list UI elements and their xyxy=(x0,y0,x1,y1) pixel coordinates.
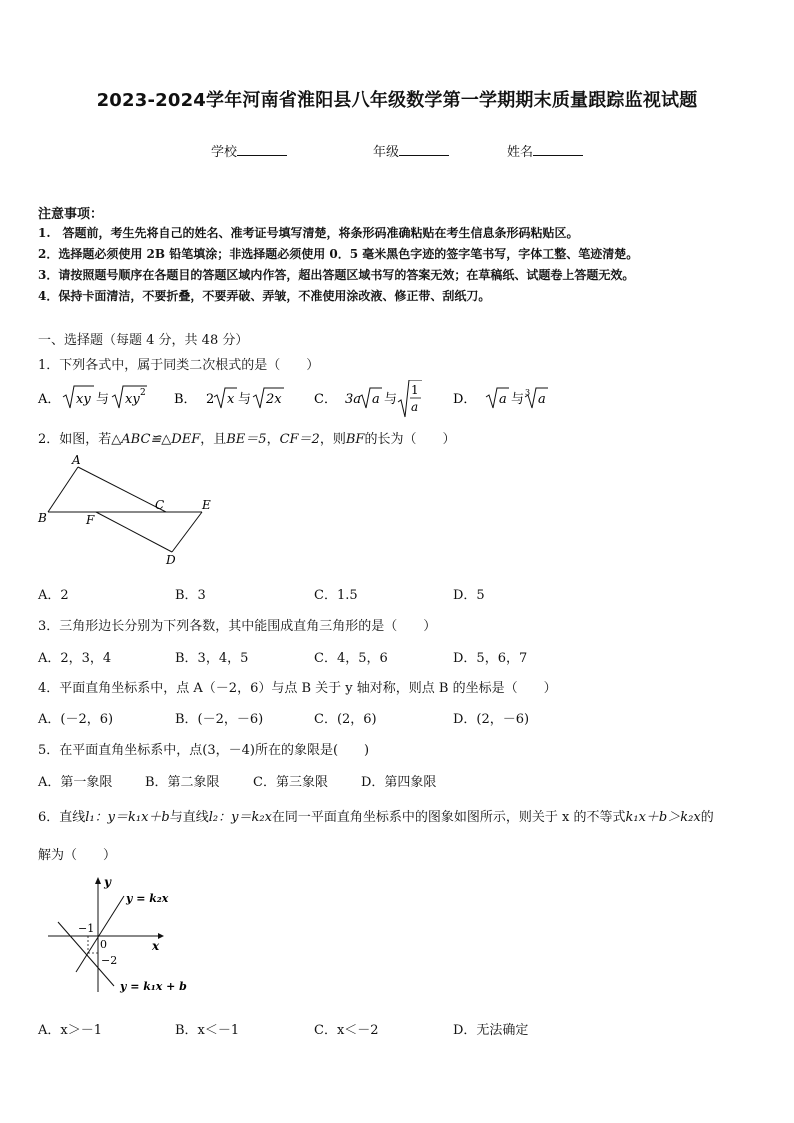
name-blank xyxy=(533,143,583,156)
vertex-f-label: F xyxy=(86,513,95,527)
vertex-a-label: A xyxy=(72,453,81,467)
vertex-c-label: C xyxy=(155,498,165,512)
q2-stem-pre: 2．如图，若 xyxy=(38,432,112,447)
section-heading: 一、选择题（每题 4 分，共 48 分） xyxy=(38,333,249,348)
q1-option-b-label: B． xyxy=(174,392,197,407)
segment-ac xyxy=(78,467,166,512)
q2-option-a[interactable]: A．2 xyxy=(38,588,69,603)
q4-option-b[interactable]: B．(－2，－6) xyxy=(175,712,264,727)
q2-option-d[interactable]: D．5 xyxy=(453,588,485,603)
q5-option-c[interactable]: C．第三象限 xyxy=(253,775,328,790)
q5-option-b[interactable]: B．第二象限 xyxy=(145,775,220,790)
q1-a-exponent: 2 xyxy=(140,388,146,398)
q3-option-b[interactable]: B．3，4，5 xyxy=(175,651,249,666)
q3-stem: 3．三角形边长分别为下列各数，其中能围成直角三角形的是（ ） xyxy=(38,619,437,634)
notice-heading: 注意事项： xyxy=(38,207,104,222)
q6-graph xyxy=(40,872,200,1002)
q4-option-d[interactable]: D．(2，－6) xyxy=(453,712,530,727)
q1-options xyxy=(34,380,594,420)
q1-c-radicand: a xyxy=(372,392,380,407)
q6-option-c[interactable]: C．x＜－2 xyxy=(314,1023,379,1038)
q1-d-yu: 与 xyxy=(511,392,525,407)
q6-stem-line1 xyxy=(38,806,714,825)
grade-field xyxy=(373,141,449,160)
q2-triangle-figure xyxy=(34,452,234,572)
q6-option-d[interactable]: D．无法确定 xyxy=(453,1023,529,1038)
q1-d-radicand-1: a xyxy=(499,392,507,407)
q5-stem: 5．在平面直角坐标系中，点(3，－4)所在的象限是( ) xyxy=(38,743,370,758)
page-title: 2023-2024学年河南省淮阳县八年级数学第一学期期末质量跟踪监视试题 xyxy=(96,90,698,111)
origin-label: 0 xyxy=(100,938,107,951)
q2-bf: BF xyxy=(345,432,365,447)
name-label: 姓名 xyxy=(507,145,534,160)
school-blank xyxy=(237,143,287,156)
vertex-e-label: E xyxy=(202,498,211,512)
q1-b-radicand-1: x xyxy=(227,392,235,407)
name-field xyxy=(507,141,583,160)
school-label: 学校 xyxy=(211,145,238,160)
segment-ab xyxy=(48,467,78,512)
q1-option-c-label: C． xyxy=(314,392,337,407)
q6-option-b[interactable]: B．x＜－1 xyxy=(175,1023,240,1038)
q6-eq2: ：y＝k₂x xyxy=(218,810,272,825)
x-axis-label: x xyxy=(152,939,160,953)
q2-be: BE＝5 xyxy=(226,432,267,447)
q1-c-frac-den: a xyxy=(411,400,419,414)
q2-stem-post: 的长为（ ） xyxy=(364,432,456,447)
grade-label: 年级 xyxy=(373,145,400,160)
q1-stem: 1．下列各式中，属于同类二次根式的是（ ） xyxy=(38,358,320,373)
vertex-d-label: D xyxy=(166,553,176,567)
q2-stem xyxy=(38,428,455,447)
q6-inequality: k₁x＋b＞k₂x xyxy=(625,810,701,825)
q6-tail: 在同一平面直角坐标系中的图象如图所示，则关于 x 的不等式 xyxy=(271,810,626,825)
q6-option-a[interactable]: A．x＞－1 xyxy=(38,1023,102,1038)
q6-stem-b: 解为（ ） xyxy=(38,848,117,863)
q1-a-radicand-2: xy xyxy=(125,392,140,407)
q3-option-c[interactable]: C．4，5，6 xyxy=(314,651,388,666)
grade-blank xyxy=(399,143,449,156)
q4-stem: 4．平面直角坐标系中，点 A（－2，6）与点 B 关于 y 轴对称，则点 B 的坐标是（ ） xyxy=(38,681,557,696)
q6-eq1: ：y＝k₁x＋b xyxy=(94,810,170,825)
q2-stem-mid2: ，则 xyxy=(319,432,346,447)
tick-minus-1-label: −1 xyxy=(78,922,95,935)
line-l2-label: y = k₂x xyxy=(126,892,169,905)
q1-d-index: 3 xyxy=(525,388,531,397)
q2-cf: CF＝2 xyxy=(279,432,320,447)
q1-a-yu: 与 xyxy=(96,392,110,407)
q1-option-d-label: D． xyxy=(453,392,477,407)
segment-fd xyxy=(96,512,172,552)
segment-ed xyxy=(172,512,202,552)
notice-item: 1. 答题前，考生先将自己的姓名、准考证号填写清楚，将条形码准确粘贴在考生信息条形码粘贴区。 xyxy=(38,226,579,240)
line-l1-label: y = k₁x + b xyxy=(120,980,187,993)
q6-tail2: 的 xyxy=(700,810,714,825)
q4-option-a[interactable]: A．(－2，6) xyxy=(38,712,114,727)
q6-stem-a: 6．直线 xyxy=(38,810,86,825)
q1-c-coef: 3a xyxy=(345,392,362,407)
q1-b-yu: 与 xyxy=(238,392,252,407)
notice-item: 4．保持卡面清洁，不要折叠，不要弄破、弄皱，不准使用涂改液、修正带、刮纸刀。 xyxy=(38,289,491,303)
y-axis-label: y xyxy=(104,875,111,889)
q4-option-c[interactable]: C．(2，6) xyxy=(314,712,377,727)
q1-c-frac-num: 1 xyxy=(411,383,419,397)
q1-c-yu: 与 xyxy=(384,392,398,407)
q1-d-radicand-2: a xyxy=(538,392,546,407)
tick-minus-2-label: −2 xyxy=(101,954,118,967)
q2-stem-mid: ，且 xyxy=(200,432,227,447)
notice-item: 3．请按照题号顺序在各题目的答题区域内作答，超出答题区域书写的答案无效；在草稿纸、试题卷上答题无效。 xyxy=(38,268,635,282)
q2-option-b[interactable]: B．3 xyxy=(175,588,206,603)
y-axis-arrow-icon xyxy=(95,877,101,884)
q3-option-a[interactable]: A．2，3，4 xyxy=(38,651,112,666)
q6-l2: l₂ xyxy=(208,810,219,825)
q5-option-a[interactable]: A．第一象限 xyxy=(38,775,113,790)
q1-b-radicand-2: 2x xyxy=(266,392,282,407)
q2-congruence: △ABC≌△DEF xyxy=(111,432,201,447)
q2-option-c[interactable]: C．1.5 xyxy=(314,588,358,603)
q6-l1: l₁ xyxy=(85,810,95,825)
q2-sep: ， xyxy=(266,432,280,447)
q6-mid: 与直线 xyxy=(169,810,209,825)
school-field xyxy=(211,141,287,160)
notice-item: 2．选择题必须使用 2B 铅笔填涂；非选择题必须使用 0．5 毫米黑色字迹的签字笔书写，字体工整、笔迹清楚。 xyxy=(38,247,639,261)
q5-option-d[interactable]: D．第四象限 xyxy=(361,775,437,790)
q3-option-d[interactable]: D．5，6，7 xyxy=(453,651,528,666)
q1-b-coef: 2 xyxy=(206,392,215,407)
q1-a-radicand-1: xy xyxy=(76,392,91,407)
vertex-b-label: B xyxy=(38,511,47,525)
q1-option-a-label: A． xyxy=(38,392,61,407)
